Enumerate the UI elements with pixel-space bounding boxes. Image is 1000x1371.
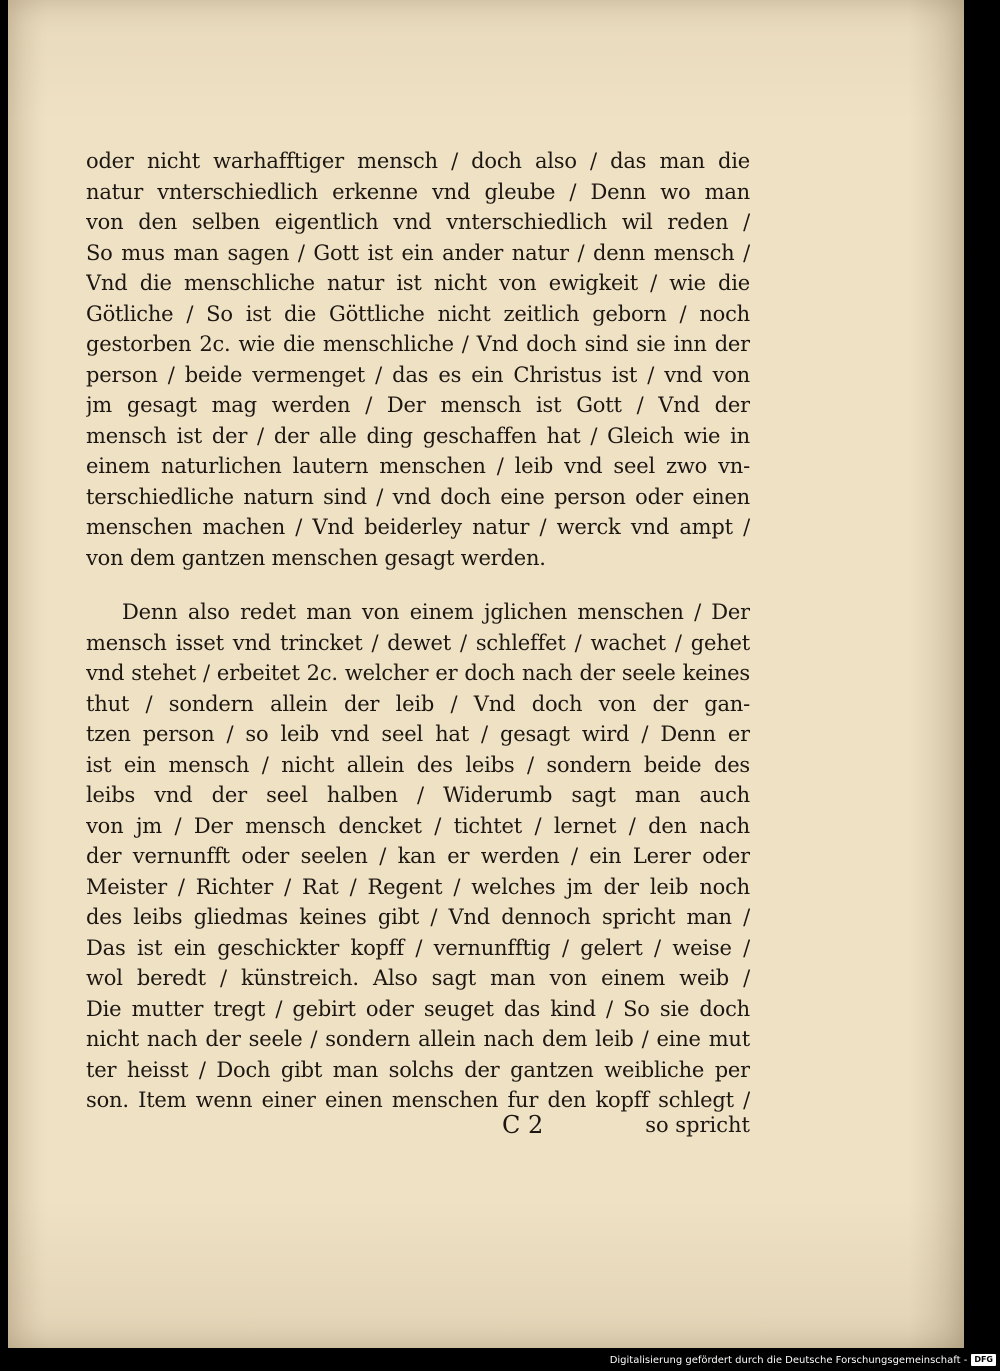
signature-mark: C 2	[502, 1111, 544, 1139]
text-line: tzen person / so leib vnd seel hat / gesagt wird / Denn er	[86, 722, 750, 746]
text-line: des leibs gliedmas keines gibt / Vnd dennoch spricht man /	[86, 905, 750, 929]
text-line: leibs vnd der seel halben / Widerumb sagt man auch	[86, 783, 750, 807]
text-line: oder nicht warhafftiger mensch / doch also / das man die	[86, 149, 750, 173]
text-line: Meister / Richter / Rat / Regent / welches jm der leib noch	[86, 874, 750, 899]
paragraph-1	[86, 146, 750, 573]
text-line: nicht nach der seele / sondern allein nach dem leib / eine mut	[86, 1027, 750, 1051]
paragraph-2	[86, 597, 750, 1116]
text-line: von dem gantzen menschen gesagt werden.	[86, 545, 546, 570]
text-line: wol beredt / künstreich. Also sagt man von einem weib /	[86, 966, 750, 990]
text-line: vnd stehet / erbeitet 2c. welcher er doch nach der seele keines	[86, 661, 750, 685]
dfg-logo-icon: DFG	[971, 1354, 996, 1366]
text-line: einem naturlichen lautern menschen / leib vnd seel zwo vn-	[86, 454, 750, 478]
text-line: mensch ist der / der alle ding geschaffen hat / Gleich wie in	[86, 423, 750, 448]
digitization-footer	[610, 1353, 996, 1367]
book-page	[8, 0, 964, 1348]
text-line: thut / sondern allein der leib / Vnd doch von der gan-	[86, 691, 750, 716]
text-line: jm gesagt mag werden / Der mensch ist Gott / Vnd der	[86, 393, 750, 417]
text-line: terschiedliche naturn sind / vnd doch eine person oder einen	[86, 484, 750, 509]
text-line: Das ist ein geschickter kopff / vernunfftig / gelert / weise /	[86, 935, 750, 960]
text-line: son. Item wenn einer einen menschen fur den kopff schlegt /	[86, 1088, 750, 1112]
text-line: Denn also redet man von einem jglichen menschen / Der	[122, 600, 750, 624]
footer-credit: Digitalisierung gefördert durch die Deutsche Forschungsgemeinschaft -	[609, 1354, 968, 1366]
text-line: der vernunfft oder seelen / kan er werden / ein Lerer oder	[86, 844, 750, 868]
text-line: von jm / Der mensch dencket / tichtet / lernet / den nach	[86, 813, 750, 838]
text-line: gestorben 2c. wie die menschliche / Vnd doch sind sie inn der	[86, 332, 750, 356]
text-line: mensch isset vnd trincket / dewet / schleffet / wachet / gehet	[86, 630, 750, 655]
text-line: Vnd die menschliche natur ist nicht von ewigkeit / wie die	[86, 271, 750, 295]
text-line: ter heisst / Doch gibt man solchs der gantzen weibliche per	[86, 1057, 750, 1082]
text-line: menschen machen / Vnd beiderley natur / werck vnd ampt /	[86, 515, 750, 539]
text-line: von den selben eigentlich vnd vnterschiedlich wil reden /	[86, 210, 750, 234]
text-line: ist ein mensch / nicht allein des leibs / sondern beide des	[86, 752, 750, 777]
text-line: person / beide vermenget / das es ein Christus ist / vnd von	[86, 362, 750, 387]
catchword: so spricht	[645, 1113, 750, 1137]
text-line: Götliche / So ist die Göttliche nicht zeitlich geborn / noch	[86, 301, 750, 326]
text-line: natur vnterschiedlich erkenne vnd gleube / Denn wo man	[86, 179, 750, 204]
text-line: Die mutter tregt / gebirt oder seuget das kind / So sie doch	[86, 996, 750, 1021]
text-line: So mus man sagen / Gott ist ein ander natur / denn mensch /	[86, 240, 750, 265]
